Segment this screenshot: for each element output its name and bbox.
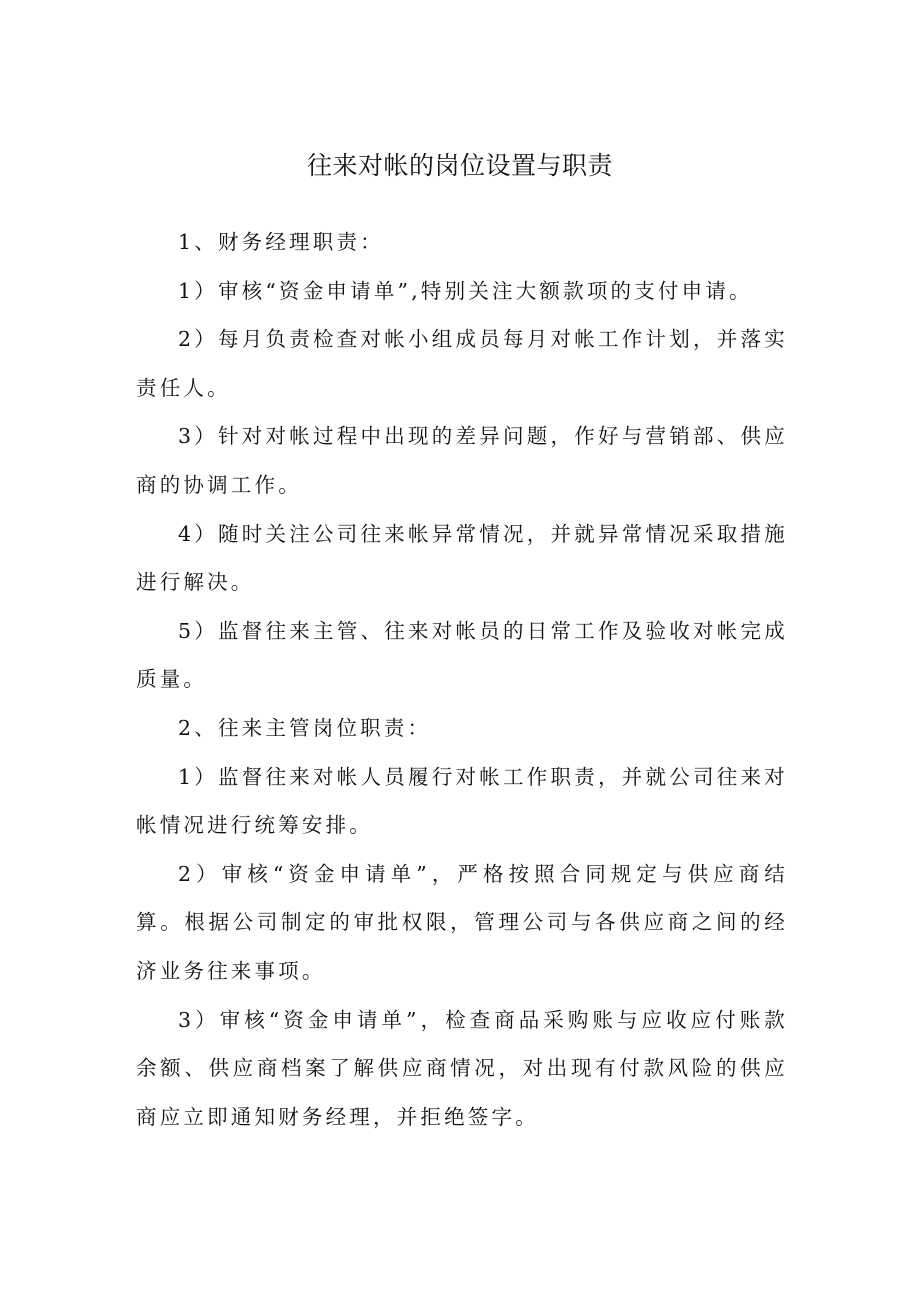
section-heading-supervisor: 2、往来主管岗位职责：	[178, 715, 432, 740]
section-heading-finance-manager: 1、财务经理职责：	[178, 230, 384, 254]
paragraph: 4）随时关注公司往来帐异常情况，并就异常情况采取措施进行解决。	[136, 521, 788, 595]
paragraph: 2）每月负责检查对帐小组成员每月对帐工作计划，并落实责任人。	[136, 327, 788, 400]
paragraph: 1）监督往来对帐人员履行对帐工作职责，并就公司往来对帐情况进行统筹安排。	[136, 764, 788, 838]
paragraph: 3）针对对帐过程中出现的差异问题，作好与营销部、供应商的协调工作。	[136, 424, 788, 497]
paragraph: 5）监督往来主管、往来对帐员的日常工作及验收对帐完成质量。	[136, 618, 788, 692]
document-title: 往来对帐的岗位设置与职责	[306, 151, 613, 180]
paragraph: 2）审核“资金申请单”，严格按照合同规定与供应商结算。根据公司制定的审批权限，管理公司与各供应商之间的经济业务往来事项。	[136, 861, 788, 983]
document-body	[136, 218, 788, 1141]
paragraph: 1）审核“资金申请单”,特别关注大额款项的支付申请。	[178, 278, 753, 303]
paragraph: 3）审核“资金申请单”，检查商品采购账与应收应付账款余额、供应商档案了解供应商情况，对出现有付款风险的供应商应立即通知财务经理，并拒绝签字。	[136, 1007, 788, 1129]
